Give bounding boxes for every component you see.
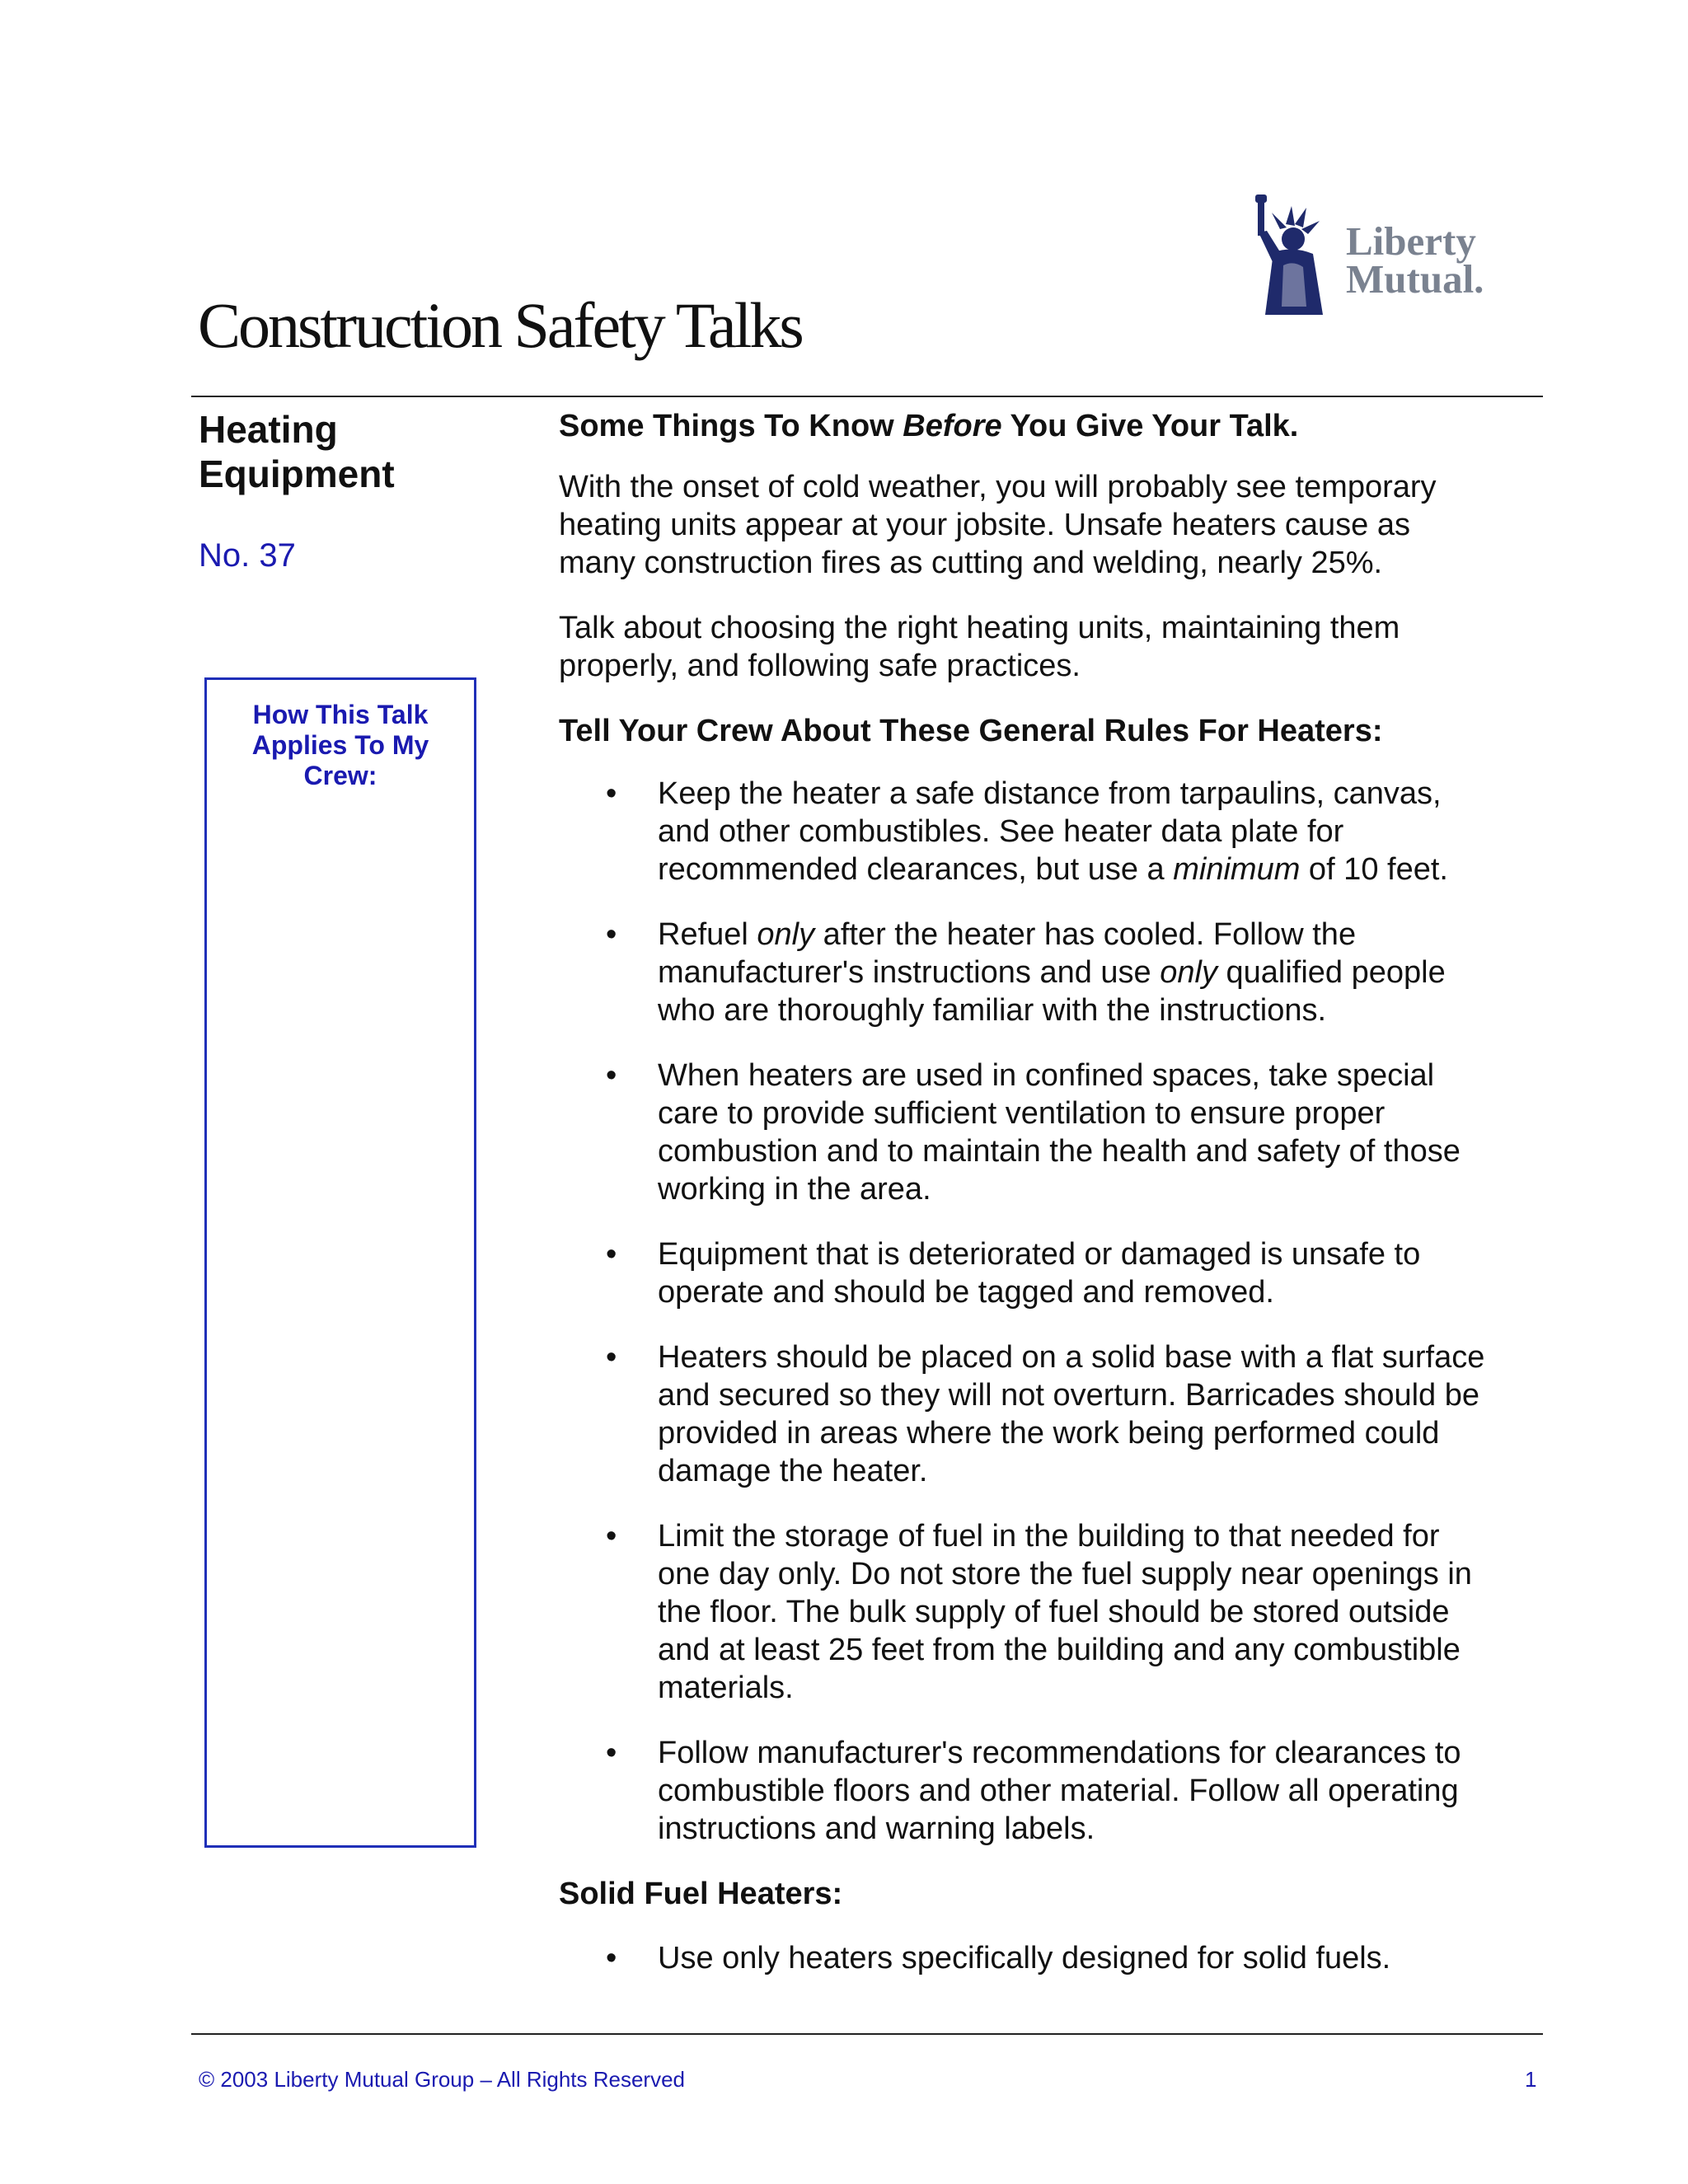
main-content (559, 407, 1548, 2004)
bullet-line: who are thoroughly familiar with the instructions. (658, 993, 1327, 1028)
bullet-marker: • (606, 1736, 617, 1770)
crew-notes-label (207, 700, 474, 791)
bullet-line: working in the area. (658, 1172, 931, 1207)
bullet-line: instructions and warning labels. (658, 1811, 1095, 1846)
list-item (559, 1057, 1548, 1208)
bullet-marker: • (606, 1058, 617, 1093)
logo-line-1: Liberty (1346, 218, 1476, 264)
logo-wordmark (1346, 218, 1484, 302)
list-item (559, 1734, 1548, 1848)
bullet-line: operate and should be tagged and removed. (658, 1275, 1274, 1310)
paragraph-line: heating units appear at your jobsite. Unsafe heaters cause as (559, 508, 1410, 542)
bullet-line: and secured so they will not overturn. Barricades should be (658, 1378, 1479, 1413)
bullet-line: and other combustibles. See heater data plate for (658, 814, 1344, 849)
page-title: Construction Safety Talks (198, 289, 802, 361)
general-rules-list (559, 775, 1548, 1848)
statue-of-liberty-icon (1240, 191, 1348, 323)
section-heading-before-talk (559, 407, 1548, 445)
talk-number: No. 37 (199, 537, 296, 574)
bullet-line: Follow manufacturer's recommendations for clearances to (658, 1736, 1461, 1770)
text-part: recommended clearances, but use a (658, 852, 1174, 887)
list-item (559, 1338, 1548, 1490)
heading-text-part: You Give Your Talk. (1001, 409, 1299, 443)
list-item (559, 775, 1548, 888)
crew-notes-box[interactable] (204, 677, 476, 1848)
bullet-line: Keep the heater a safe distance from tarpaulins, canvas, (658, 776, 1442, 811)
bullet-line (658, 851, 1548, 888)
crew-notes-label-line-3: Crew: (303, 761, 377, 790)
text-emphasis: only (1160, 955, 1217, 990)
text-part: of 10 feet. (1300, 852, 1448, 887)
text-emphasis: minimum (1173, 852, 1301, 887)
list-item (559, 1235, 1548, 1311)
bullet-line: care to provide sufficient ventilation to ensure proper (658, 1096, 1386, 1131)
intro-paragraph-2 (559, 609, 1548, 685)
bullet-line: damage the heater. (658, 1454, 928, 1488)
list-item (559, 1517, 1548, 1707)
paragraph-line: Talk about choosing the right heating units, maintaining them (559, 611, 1400, 645)
section-heading-solid-fuel: Solid Fuel Heaters: (559, 1877, 843, 1911)
crew-notes-label-line-2: Applies To My (251, 730, 429, 760)
bullet-marker: • (606, 917, 617, 952)
text-part: after the heater has cooled. Follow the (814, 917, 1357, 952)
bullet-line (658, 954, 1548, 991)
text-part: manufacturer's instructions and use (658, 955, 1160, 990)
bottom-divider (191, 2033, 1543, 2035)
bullet-line: materials. (658, 1671, 794, 1705)
bullet-marker: • (606, 1237, 617, 1272)
section-heading-general-rules: Tell Your Crew About These General Rules For Heaters: (559, 714, 1383, 748)
logo-line-2: Mutual. (1346, 256, 1484, 302)
bullet-line: combustion and to maintain the health and safety of those (658, 1134, 1461, 1169)
heading-text-part: Some Things To Know (559, 409, 903, 443)
bullet-line: one day only. Do not store the fuel supply near openings in (658, 1557, 1472, 1591)
bullet-line: Limit the storage of fuel in the building to that needed for (658, 1519, 1440, 1554)
page-number: 1 (1525, 2067, 1537, 2092)
bullet-line: the floor. The bulk supply of fuel should be stored outside (658, 1595, 1450, 1629)
bullet-line: and at least 25 feet from the building and any combustible (658, 1633, 1461, 1667)
topic-title-line-1: Heating (199, 408, 338, 451)
topic-title (199, 407, 395, 496)
text-emphasis: only (757, 917, 815, 952)
solid-fuel-list (559, 1939, 1548, 1977)
list-item (559, 916, 1548, 1029)
bullet-line: Use only heaters specifically designed for solid fuels. (658, 1941, 1391, 1975)
bullet-line (658, 916, 1548, 954)
list-item (559, 1939, 1548, 1977)
bullet-line: Equipment that is deteriorated or damaged is unsafe to (658, 1237, 1421, 1272)
bullet-marker: • (606, 1519, 617, 1554)
bullet-line: combustible floors and other material. Follow all operating (658, 1774, 1459, 1808)
text-part: Refuel (658, 917, 757, 952)
text-part: qualified people (1217, 955, 1446, 990)
paragraph-line: properly, and following safe practices. (559, 649, 1081, 683)
heading-emphasis: Before (903, 409, 1002, 443)
crew-notes-label-line-1: How This Talk (252, 700, 429, 729)
bullet-line: provided in areas where the work being performed could (658, 1416, 1440, 1451)
paragraph-line: With the onset of cold weather, you will probably see temporary (559, 470, 1437, 504)
topic-title-line-2: Equipment (199, 452, 395, 495)
paragraph-line: many construction fires as cutting and welding, nearly 25%. (559, 546, 1383, 580)
bullet-line: Heaters should be placed on a solid base with a flat surface (658, 1340, 1485, 1375)
bullet-marker: • (606, 1340, 617, 1375)
top-divider (191, 396, 1543, 397)
intro-paragraph-1 (559, 468, 1548, 582)
bullet-marker: • (606, 1941, 617, 1975)
bullet-line: When heaters are used in confined spaces, take special (658, 1058, 1435, 1093)
bullet-marker: • (606, 776, 617, 811)
liberty-mutual-logo (1240, 183, 1488, 331)
footer-copyright: © 2003 Liberty Mutual Group – All Rights Reserved (199, 2067, 686, 2092)
